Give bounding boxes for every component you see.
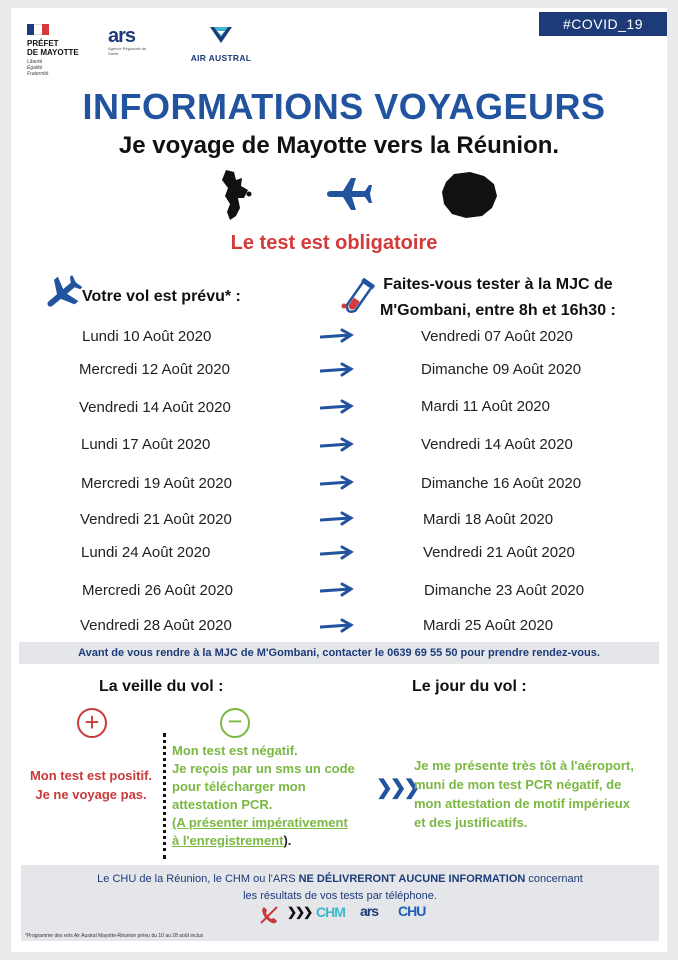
air-austral-icon	[208, 24, 234, 46]
flight-date: Vendredi 21 Août 2020	[80, 511, 232, 528]
flight-column-header: Votre vol est prévu* :	[82, 288, 241, 305]
test-column-header	[380, 272, 616, 324]
mandatory-test-notice: Le test est obligatoire	[230, 232, 438, 254]
footer-band	[21, 865, 659, 941]
chm-logo: CHM	[316, 904, 345, 920]
french-flag-icon	[27, 24, 49, 35]
flight-day-line-3: mon attestation de motif impérieux	[414, 796, 630, 811]
page-title: INFORMATIONS VOYAGEURS	[82, 86, 606, 127]
plane-icon	[325, 176, 373, 212]
prefet-logo	[27, 24, 83, 77]
triple-chevron-icon: ❯❯❯	[376, 777, 418, 799]
plus-circle-icon: +	[77, 708, 107, 738]
flight-date: Vendredi 14 Août 2020	[79, 399, 231, 416]
ars-logo	[108, 26, 154, 56]
plane-icon	[42, 274, 82, 314]
test-date: Mardi 11 Août 2020	[421, 398, 550, 415]
arrow-right-icon	[320, 545, 354, 561]
negative-line-6-underlined: à l'enregistrement	[172, 833, 284, 848]
test-date: Vendredi 14 Août 2020	[421, 436, 573, 453]
day-before-heading: La veille du vol :	[99, 678, 224, 695]
negative-line-4: attestation PCR.	[172, 797, 273, 812]
arrow-right-icon	[320, 511, 354, 527]
flight-date: Lundi 17 Août 2020	[81, 436, 211, 453]
arrow-right-icon	[320, 328, 354, 344]
footer-part-c: concernant	[525, 873, 583, 885]
negative-line-1: Mon test est négatif.	[172, 743, 298, 758]
flight-day-line-4: et des justificatifs.	[414, 815, 528, 830]
flight-date: Lundi 10 Août 2020	[82, 328, 212, 345]
flight-day-heading: Le jour du vol :	[412, 678, 527, 695]
small-chevron-icon: ❯❯❯	[287, 905, 312, 919]
test-date: Dimanche 16 Août 2020	[421, 475, 582, 492]
minus-circle-icon: −	[220, 708, 250, 738]
flight-day-text	[414, 756, 654, 832]
dotted-divider	[163, 733, 166, 859]
flight-day-line-1: Je me présente très tôt à l'aéroport,	[414, 758, 634, 773]
negative-line-6-end: ).	[283, 833, 292, 848]
flight-date: Lundi 24 Août 2020	[81, 544, 211, 561]
arrow-right-icon	[320, 437, 354, 453]
test-column-header-line2: M'Gombani, entre 8h et 16h30 :	[380, 302, 616, 319]
contact-band: Avant de vous rendre à la MJC de M'Gombani, contacter le 0639 69 55 50 pour prendre rendez-vous.	[19, 642, 659, 664]
flight-date: Vendredi 28 Août 2020	[80, 617, 232, 634]
positive-line-2: Je ne voyage pas.	[35, 787, 147, 802]
air-austral-name: AIR AUSTRAL	[190, 53, 252, 63]
covid-tag: #COVID_19	[539, 12, 667, 36]
arrow-right-icon	[320, 618, 354, 634]
mayotte-map-icon	[218, 168, 252, 222]
footer-notice	[21, 871, 659, 905]
prefet-motto: Liberté Égalité Fraternité	[27, 59, 49, 77]
arrow-right-icon	[320, 582, 354, 598]
prefet-name: PRÉFET DE MAYOTTE	[27, 39, 79, 57]
negative-line-2: Je reçois par un sms un code	[172, 761, 355, 776]
positive-line-1: Mon test est positif.	[29, 768, 153, 783]
footer-part-a: Le CHU de la Réunion, le CHM ou l'ARS	[97, 873, 299, 885]
ars-wordmark: ars	[108, 25, 136, 47]
page-subtitle: Je voyage de Mayotte vers la Réunion.	[118, 132, 560, 159]
no-phone-icon	[258, 904, 280, 926]
flight-day-line-2: muni de mon test PCR négatif, de	[414, 777, 622, 792]
test-column-header-line1: Faites-vous tester à la MJC de	[383, 276, 613, 293]
reunion-map-icon	[440, 170, 498, 220]
flight-date: Mercredi 19 Août 2020	[81, 475, 232, 492]
ars-footer-logo: ars	[360, 903, 379, 919]
footer-part-d: les résultats de vos tests par téléphone.	[243, 890, 437, 902]
arrow-right-icon	[320, 362, 354, 378]
footer-part-b: NE DÉLIVRERONT AUCUNE INFORMATION	[298, 873, 526, 885]
test-date: Mardi 25 Août 2020	[423, 617, 554, 634]
flight-date: Mercredi 26 Août 2020	[82, 582, 233, 599]
positive-result-text	[24, 766, 158, 804]
negative-line-5: (A présenter impérativement	[172, 815, 348, 830]
test-date: Vendredi 07 Août 2020	[421, 328, 573, 345]
chu-logo: CHU	[398, 903, 426, 919]
arrow-right-icon	[320, 475, 354, 491]
test-date: Dimanche 09 Août 2020	[421, 361, 582, 378]
negative-result-text	[172, 742, 382, 850]
air-austral-logo	[184, 24, 258, 63]
flight-date: Mercredi 12 Août 2020	[79, 361, 230, 378]
test-date: Vendredi 21 Août 2020	[423, 544, 575, 561]
test-tube-icon	[336, 276, 380, 320]
negative-line-3: pour télécharger mon	[172, 779, 306, 794]
ars-subtitle: Agence Régionale de Santé	[108, 46, 147, 56]
test-date: Mardi 18 Août 2020	[423, 511, 554, 528]
arrow-right-icon	[320, 399, 354, 415]
test-date: Dimanche 23 Août 2020	[424, 582, 585, 599]
footnote: *Programme des vols Air Austral Mayotte-Réunion prévu du 10 au 28 août inclus	[25, 933, 204, 939]
negative-line-6	[172, 832, 382, 850]
